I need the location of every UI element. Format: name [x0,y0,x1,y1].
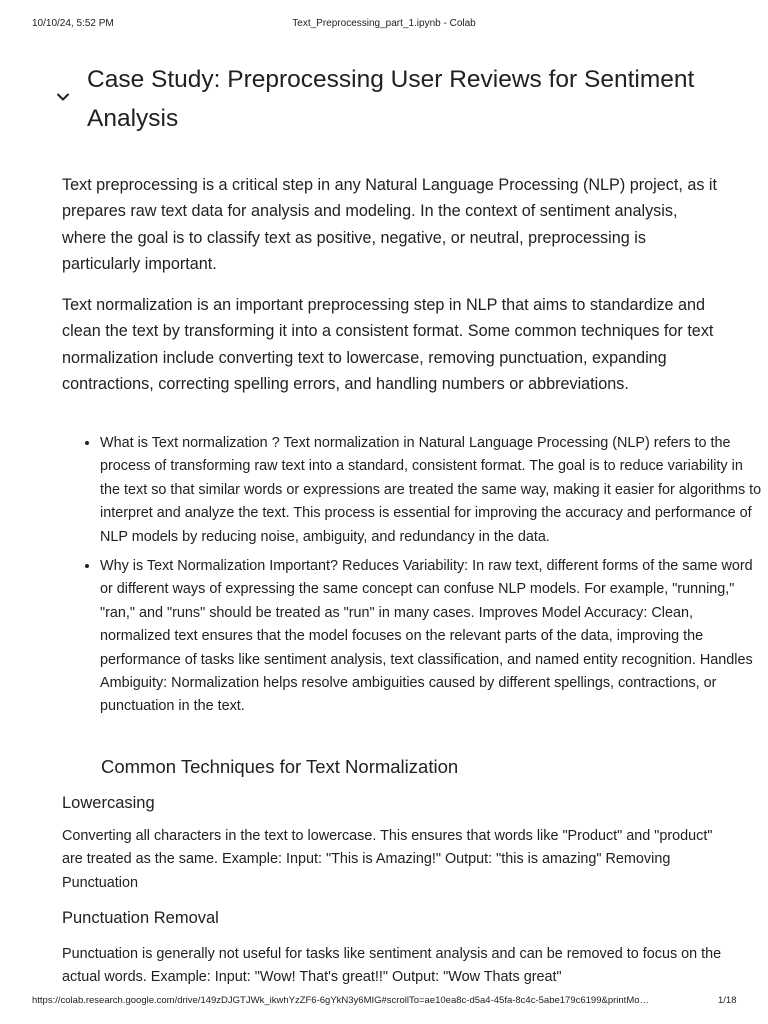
list-item: • What is Text normalization ? Text normalization in Natural Language Processing (NLP) refers to the process of transforming raw text into a standard, consistent format. The goal is to reduce variability in the text so that similar words or expressions are treated the same way, making it easier for algorithms to interpret and analyze the text. This process is essential for improving the accuracy and performance of NLP models by reducing noise, ambiguity, and redundancy in the data. [100,432,762,549]
section-title: Case Study: Preprocessing User Reviews for Sentiment Analysis [87,66,695,132]
chevron-down-icon[interactable] [54,88,72,106]
lowercasing-heading: Lowercasing [62,794,155,812]
punctuation-heading: Punctuation Removal [62,909,219,927]
print-header [0,0,768,40]
list-item: • Why is Text Normalization Important? Reduces Variability: In raw text, different forms of the same word or different ways of expressing the same concept can confuse NLP models. For example, "running," "ran," and "runs" should be treated as "run" in many cases. Improves Model Accuracy: Clean, normalized text ensures that the model focuses on the relevant parts of the data, improving the performance of tasks like sentiment analysis, text classification, and named entity recognition. Handles Ambiguity: Normalization helps resolve ambiguities caused by different spellings, contractions, or punctuation in the text. [100,555,762,719]
print-url: https://colab.research.google.com/drive/149zDJGTJWk_ikwhYzZF6-6gYkN3y6MIG#scrollTo=ae10ea8c-d5a4-45fa-8c4c-5abe179c6199&printMo… [32,995,650,1006]
bullet-list [62,432,762,725]
print-footer [0,995,768,1009]
print-timestamp: 10/10/24, 5:52 PM [32,18,114,29]
punctuation-body: Punctuation is generally not useful for tasks like sentiment analysis and can be removed to focus on the actual words. Example: Input: "Wow! That's great!!" Output: "Wow Thats great" [62,946,722,986]
intro-paragraph: Text preprocessing is a critical step in any Natural Language Processing (NLP) project, as it prepares raw text data for analysis and modeling. In the context of sentiment analysis, where the goal is to classify text as positive, negative, or neutral, preprocessing is particularly important. [62,176,718,274]
lowercasing-body: Converting all characters in the text to lowercase. This ensures that words like "Product" and "product" are treated as the same. Example: Input: "This is Amazing!" Output: "this is amazing" Removing Punctuation [62,828,713,891]
page-number: 1/18 [718,995,737,1006]
normalization-paragraph: Text normalization is an important preprocessing step in NLP that aims to standardize and clean the text by transforming it into a consistent format. Some common techniques for text normalization include converting text to lowercase, removing punctuation, expanding contractions, correcting spelling errors, and handling numbers or abbreviations. [62,296,714,394]
print-page-title: Text_Preprocessing_part_1.ipynb - Colab [292,18,476,29]
techniques-heading: Common Techniques for Text Normalization [101,756,459,777]
